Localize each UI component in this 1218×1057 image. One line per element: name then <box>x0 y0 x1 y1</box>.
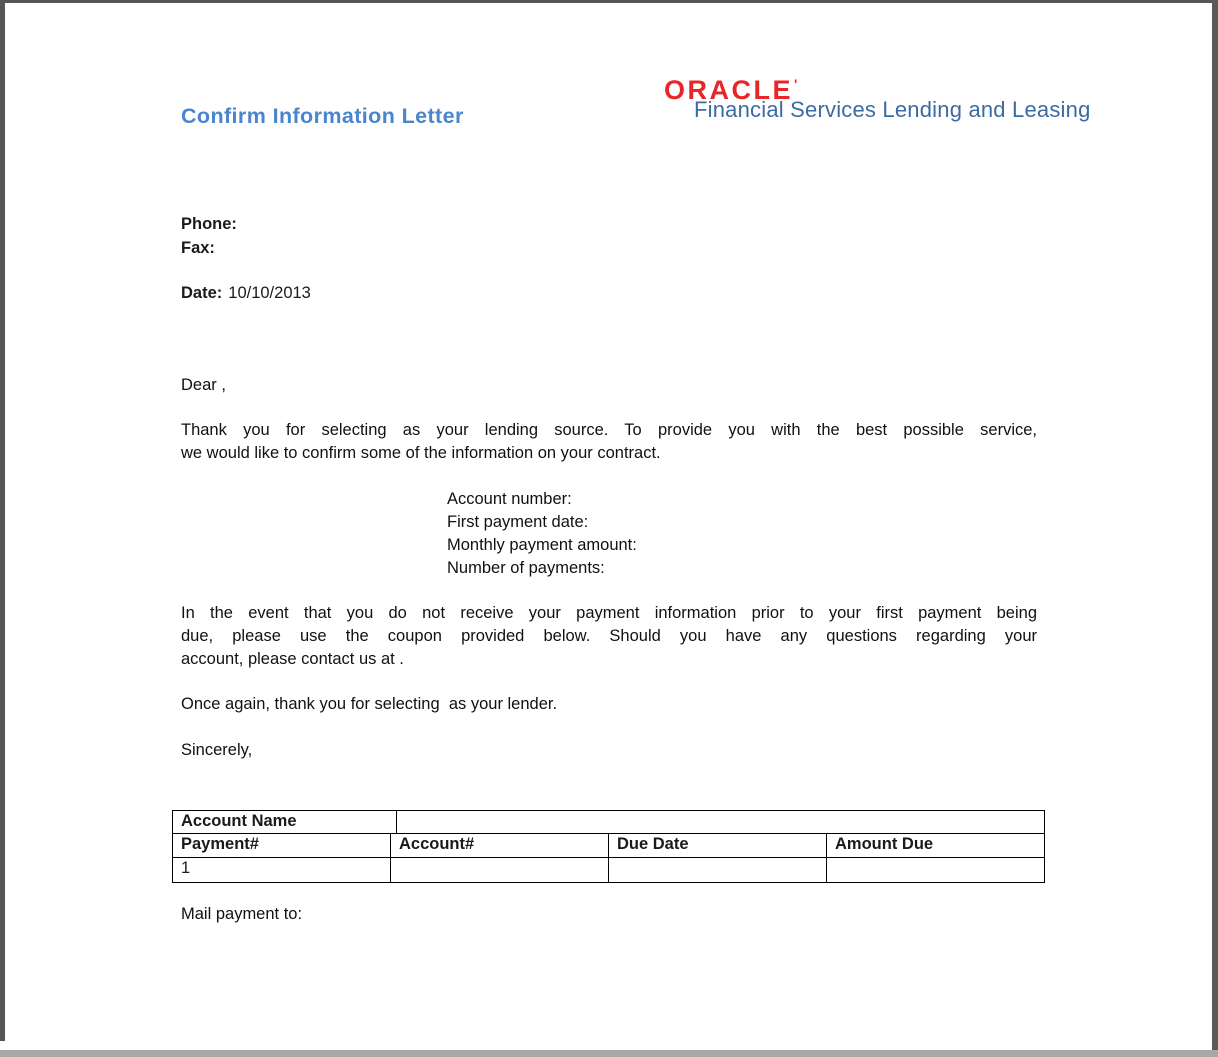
monthly-payment-amount-label: Monthly payment amount: <box>447 536 637 554</box>
table-row <box>173 811 1044 834</box>
date-value: 10/10/2013 <box>228 284 311 302</box>
paragraph-once-again: Once again, thank you for selecting as your lender. <box>181 695 558 713</box>
fax-label: Fax: <box>181 239 215 257</box>
table-row <box>173 858 1044 882</box>
first-payment-date-label: First payment date: <box>447 513 589 531</box>
table-header-row <box>173 834 1044 858</box>
account-name-value-cell <box>397 811 1044 833</box>
oracle-logo-subtitle: Financial Services Lending and Leasing <box>694 97 1091 122</box>
amount-due-cell <box>827 858 1044 882</box>
date-line <box>181 284 311 303</box>
oracle-wordmark: ORACLE <box>664 75 793 105</box>
amount-due-header-cell: Amount Due <box>835 835 934 853</box>
account-number-header-cell: Account# <box>391 834 609 857</box>
salutation: Dear , <box>181 376 226 394</box>
number-of-payments-label: Number of payments: <box>447 559 605 577</box>
paragraph-line: due, please use the coupon provided below. Should you have any questions regarding your <box>181 627 1037 645</box>
frame-top-edge <box>0 0 1218 3</box>
paragraph-line: account, please contact us at . <box>181 650 404 668</box>
oracle-trademark-mark: ' <box>794 76 798 92</box>
account-number-cell <box>391 858 609 882</box>
mail-payment-line: Mail payment to: <box>181 905 303 923</box>
paragraph-coupon-info <box>181 602 1037 671</box>
frame-left-edge <box>0 0 5 1041</box>
paragraph-line: we would like to confirm some of the information on your contract. <box>181 444 661 462</box>
paragraph-thank-you <box>181 419 1037 465</box>
phone-label: Phone: <box>181 215 237 233</box>
account-fields-block <box>447 488 637 580</box>
page-title: Confirm Information Letter <box>181 104 464 128</box>
payment-number-cell: 1 <box>173 858 391 882</box>
payment-coupon-table <box>172 810 1045 883</box>
frame-right-edge <box>1212 0 1218 1057</box>
account-number-label: Account number: <box>447 490 572 508</box>
paragraph-line: In the event that you do not receive your payment information prior to your first payment being <box>181 604 1037 622</box>
due-date-header-cell: Due Date <box>609 834 827 857</box>
account-name-header-cell: Account Name <box>173 811 397 833</box>
due-date-cell <box>609 858 827 882</box>
payment-number-header-cell: Payment# <box>173 834 391 857</box>
sincerely-line: Sincerely, <box>181 741 253 759</box>
paragraph-line: Thank you for selecting as your lending source. To provide you with the best possible service, <box>181 421 1037 439</box>
contact-block <box>181 212 237 260</box>
date-label: Date: <box>181 284 223 302</box>
frame-bottom-edge <box>0 1050 1218 1057</box>
